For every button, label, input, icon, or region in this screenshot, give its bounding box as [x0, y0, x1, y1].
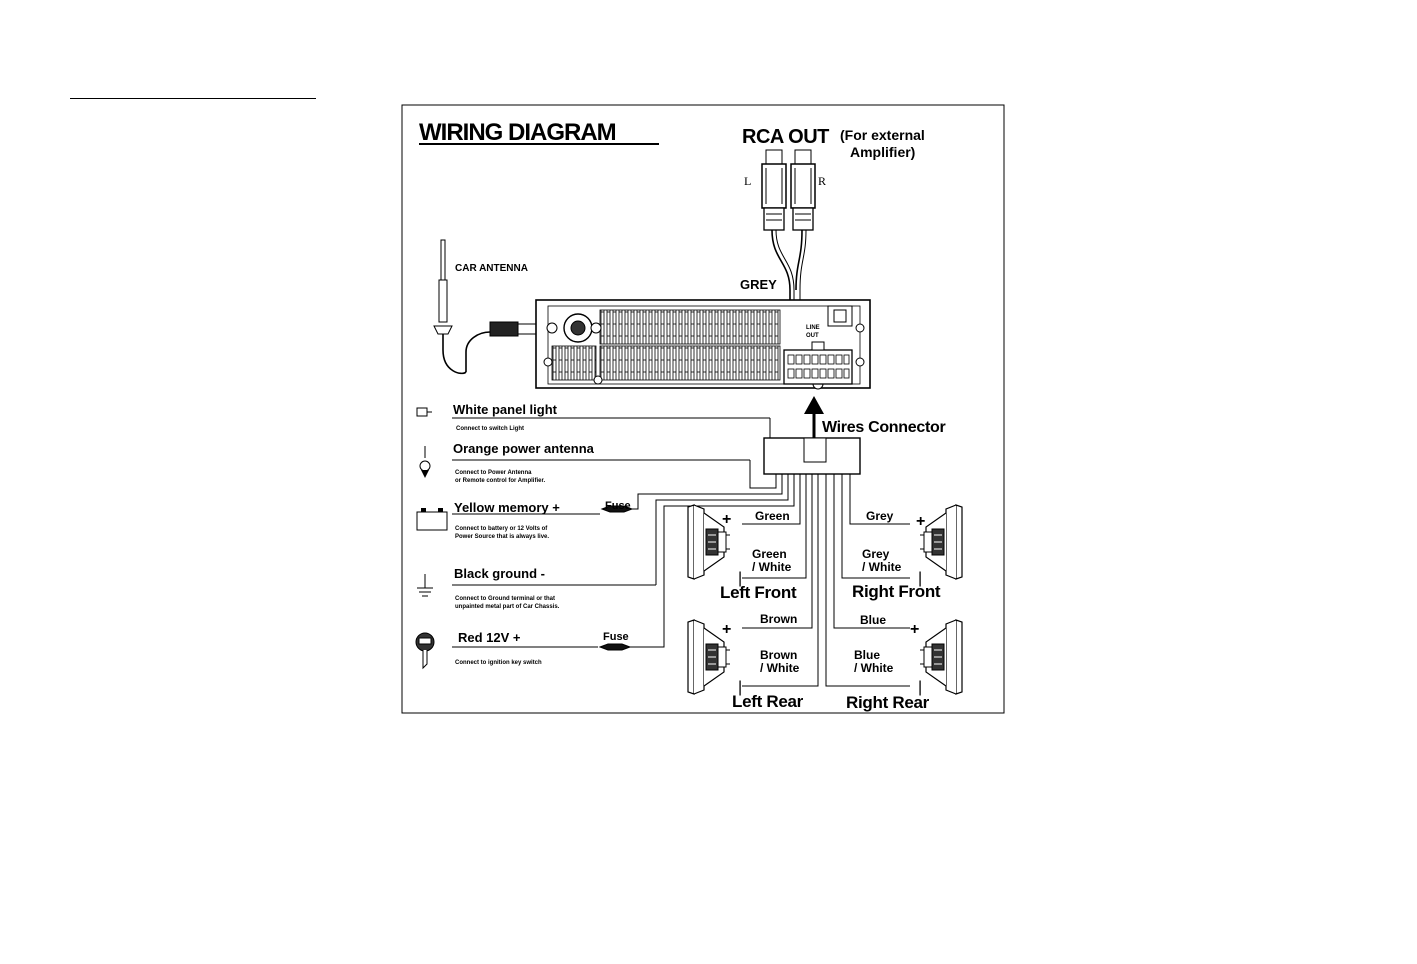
white-panel-light-desc: Connect to switch Light: [456, 426, 524, 432]
black-ground-desc1: Connect to Ground terminal or that: [455, 596, 555, 602]
car-antenna-label: CAR ANTENNA: [455, 263, 528, 274]
orange-power-antenna-desc2: or Remote control for Amplifier.: [455, 478, 546, 484]
left-rear-label: Left Rear: [732, 692, 803, 711]
rr-plus: +: [910, 621, 920, 638]
grey-label: GREY: [740, 277, 777, 292]
black-ground-label: Black ground -: [454, 566, 546, 581]
head-unit: [536, 300, 870, 389]
red-fuse-label: Fuse: [603, 631, 629, 643]
right-front-label: Right Front: [852, 582, 941, 601]
lf-neg-wire-label-1: Green: [752, 547, 787, 561]
wires-connector-block: [764, 438, 860, 474]
wires-connector-label: Wires Connector: [822, 419, 946, 436]
lf-neg-wire-label-2: / White: [752, 560, 792, 574]
lf-plus: +: [722, 511, 732, 528]
rr-minus: |: [918, 679, 923, 696]
orange-power-antenna-desc1: Connect to Power Antenna: [455, 470, 532, 476]
right-rear-label: Right Rear: [846, 693, 929, 712]
rca-left-label: L: [744, 174, 752, 188]
rf-neg-wire-label-2: / White: [862, 560, 902, 574]
yellow-memory-label: Yellow memory +: [454, 500, 560, 515]
rca-note-line2: Amplifier): [850, 144, 916, 160]
diagram-title: WIRING DIAGRAM: [419, 119, 616, 146]
red-12v-desc: Connect to ignition key switch: [455, 660, 542, 666]
yellow-memory-desc2: Power Source that is always live.: [455, 534, 550, 540]
lr-neg-wire-label-1: Brown: [760, 648, 798, 662]
left-front-label: Left Front: [720, 583, 797, 602]
rr-pos-wire-label: Blue: [860, 613, 887, 627]
rca-note-line1: (For external: [840, 127, 925, 143]
line-out-label-1: LINE: [806, 325, 820, 331]
black-ground-desc2: unpainted metal part of Car Chassis.: [455, 604, 560, 610]
lf-minus: |: [738, 570, 743, 587]
yellow-fuse-label: Fuse: [605, 500, 631, 512]
lf-pos-wire-label: Green: [755, 509, 790, 523]
lr-neg-wire-label-2: / White: [760, 661, 800, 675]
line-out-label-2: OUT: [806, 333, 819, 339]
rf-plus: +: [916, 513, 926, 530]
lr-minus: |: [738, 679, 743, 696]
lr-plus: +: [722, 621, 732, 638]
rr-neg-wire-label-1: Blue: [854, 648, 881, 662]
rf-minus: |: [918, 570, 923, 587]
rf-neg-wire-label-1: Grey: [862, 547, 890, 561]
red-12v-label: Red 12V +: [458, 630, 521, 645]
rr-neg-wire-label-2: / White: [854, 661, 894, 675]
lr-pos-wire-label: Brown: [760, 612, 798, 626]
yellow-memory-desc1: Connect to battery or 12 Volts of: [455, 526, 548, 532]
rf-pos-wire-label: Grey: [866, 509, 894, 523]
rca-right-label: R: [818, 174, 827, 188]
rca-out-label: RCA OUT: [742, 126, 829, 148]
orange-power-antenna-label: Orange power antenna: [453, 441, 594, 456]
white-panel-light-label: White panel light: [453, 402, 557, 417]
